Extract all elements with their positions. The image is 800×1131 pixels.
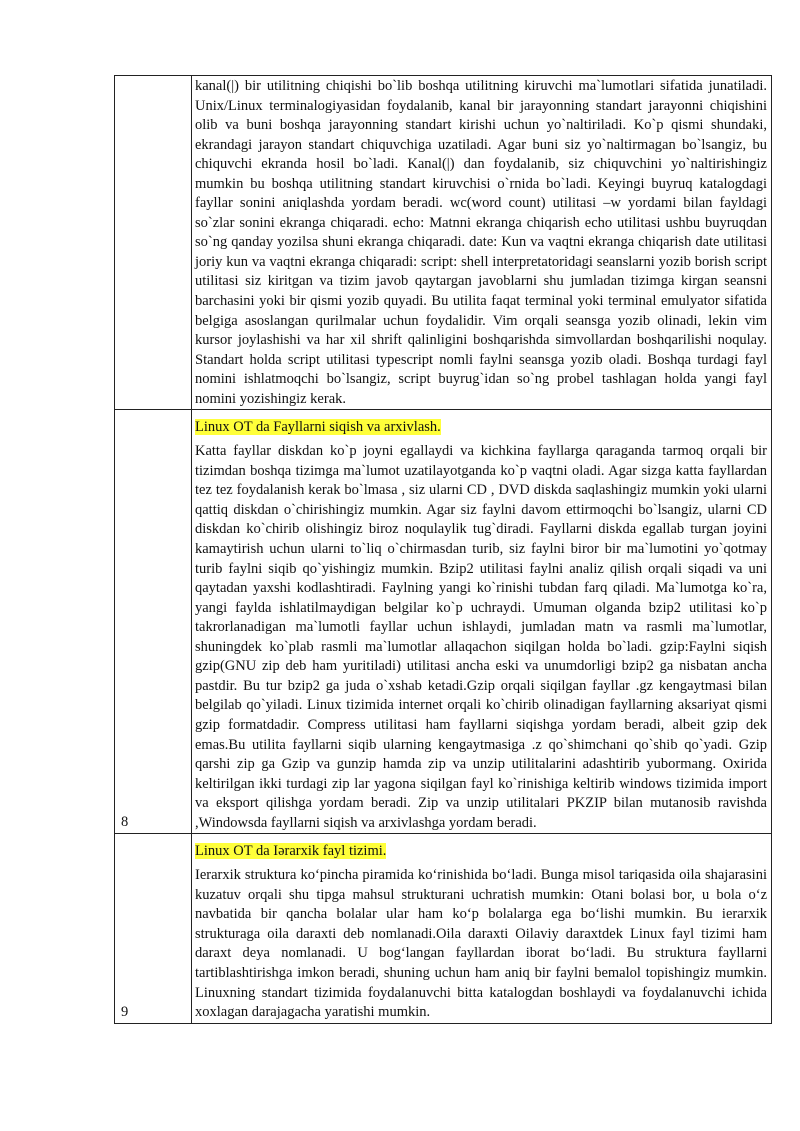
section-title: Linux OT da Fayllarni siqish va arxivlash.: [195, 419, 441, 436]
section-title: Linux OT da Iərarxik fayl tizimi.: [195, 843, 387, 860]
table-row: [115, 834, 772, 1023]
row-number: 8: [115, 410, 192, 834]
row-number: 9: [115, 834, 192, 1023]
row-number: [115, 76, 192, 410]
row-content: [192, 834, 772, 1023]
paragraph-text: Iеrarxik struktura ko‘pincha piramida ko‘rinishida bo‘ladi. Bunga misol tariqasida oila shajarasini kuzatuv orqali shu tipga mahsul strukturani uchratish mumkin: Otani bolasi bor, u bola o‘z navbatida bir qancha bolalar ular ham ko‘p bolalarga ega bo‘lishi mumkin. Bu iеrarxik strukturaga oila daraxti deb nomlanadi.Oila daraxti Oilaviy daraxtdek Linux fayl tizimi ham daraxt deya nomlanadi. U bog‘langan fayllardan iborat bo‘ladi. Bu struktura fayllarni tartiblashtirishga imkon beradi, shuning uchun ham aniq bir faylni bemalol topishingiz mumkin. Linuxning standart tizimida foydalanuvchi bitta katalogdan boshlaydi va foydalanuvchi ichida xoxlagan darajagacha yaratishi mumkin.: [195, 867, 767, 1021]
row-content: [192, 410, 772, 834]
table-row: [115, 76, 772, 410]
content-table: [114, 75, 772, 1024]
row-content: [192, 76, 772, 410]
paragraph-text: Katta fayllar diskdan ko`p joyni egallaydi va kichkina fayllarga qaraganda tarmoq orqali bir tizimdan boshqa tizimga ma`lumot uzatilayotganda ko`p vaqtni oladi. Agar sizga katta fayllardan tez tez foydalanish kerak bo`lmasa , siz ularni CD , DVD diskda saqlashingiz mumkin yoki ularni qattiq diskdan o`chirishingiz mumkin. Agar siz faylni davom ettirmoqchi bo`lsangiz, ularni CD diskdan ko`chirib olishingiz biroz noqulaylik tug`diradi. Fayllarni diskda egallab turgan joyini kamaytirish uchun ularni to`liq o`chirmasdan turib, siz faylni biror bir ma`lumotini yo`qotmay turib faylni siqib qo`yishingiz mumkin. Bzip2 utilitasi faylni analiz qilish orqali siqadi va uni qaytadan yaxshi kodlashtiradi. Faylning yangi ko`rinishi tubdan farq qiladi. Ma`lumotga ko`ra, yangi faylda ishlatilmaydigan belgilar ko`p uchraydi. Umuman olganda bzip2 utilitasi ko`p takrorlanadigan ma`lumotli fayllar uchun ishlaydi, jumladan matn va rasmli ma`lumotlar, shuningdek ko`plab rasmli ma`lumotlar allaqachon siqilgan holda bo`ladi. gzip:Faylni siqish gzip(GNU zip deb ham yuritiladi) utilitasi ancha eski va unumdorligi bzip2 ga nisbatan ancha pastdir. Bu tur bzip2 ga juda o`xshab ketadi.Gzip orqali siqilgan fayllar .gz kengaytmasi bilan belgilab qo`yiladi. Linux tizimida internet orqali ko`chirib olinadigan fayllarning aksariyat qismi gzip formatdadir. Compress utilitasi ham fayllarni siqishga yordam beradi, albeit gzip dek emas.Bu utilita fayllarni siqib ularning kengaytmasiga .z qo`shimchani qo`shib qo`yadi. Gzip qarshi zip ga Gzip va gunzip hamda zip va unzip utilitalarini adashtirib yubormang. Oxirida keltirilgan ikki turdagi zip lar yagona siqilgan fayl ko`rinishiga keltirib windows tizimida import va eksport qilishga yordam beradi. Zip va unzip utilitalari PKZIP bilan mutanosib ravishda ,Windowsda fayllarni siqish va arxivlashga yordam beradi.: [195, 443, 767, 831]
paragraph-text: kanal(|) bir utilitning chiqishi bo`lib boshqa utilitning kiruvchi ma`lumotlari sifatida junatiladi. Unix/Linux terminalogiyasidan foydalanib, kanal bir jarayonning standart jarayonni chiqishini olib va buni boshqa jarayonning standart kirishi uchun yo`naltiriladi. Ko`p qismi shundaki, ekrandagi jarayon standart chiquvchiga uzatiladi. Agar buni siz yo`naltirmagan bo`lsangiz, bu chiquvchi ekranda hosil bo`ladi. Kanal(|) dan foydalanib, siz chiquvchini yo`naltirishingiz mumkin bu boshqa utilitning standart kiruvchisi o`rnida bo`ladi. Keyingi buyruq katalogdagi fayllar sonini aniqlashda yordam beradi. wc(word count) utilitasi –w yordami bilan fayldagi so`zlar sonini ekranga chiqaradi. echo: Matnni ekranga chiqarish echo utilitasi ushbu buyruqdan so`ng qanday yozilsa shuni ekranga chiqaradi. date: Kun va vaqtni ekranga chiqarish date utilitasi joriy kun va vaqtni ekranga chiqaradi: script: shell interpretatoridagi seanslarni yozib borish script utilitasi siz kiritgan va tizim javob qaytargan javoblarni shu jumladan tizimga kirgan seansni barchasini yoki bir qismi yozib quyadi. Bu utilita faqat terminal yoki terminal emulyator sifatida belgiga asoslangan qurilmalar uchun foydalidir. Vim orqali seansga yozib olinadi, lekin vim kursor joylashishi va har xil shrift qalinligini boshqarishda simvollardan boshqarilishi noqulay. Standart holda script utilitasi typescript nomli faylni seansga yozib oladi. Boshqa turdagi fayl nomini ishlatmoqchi bo`lsangiz, script buyrug`idan so`ng probel tashlagan holda yangi fayl nomini yozishingiz kerak.: [195, 78, 767, 407]
table-row: [115, 410, 772, 834]
